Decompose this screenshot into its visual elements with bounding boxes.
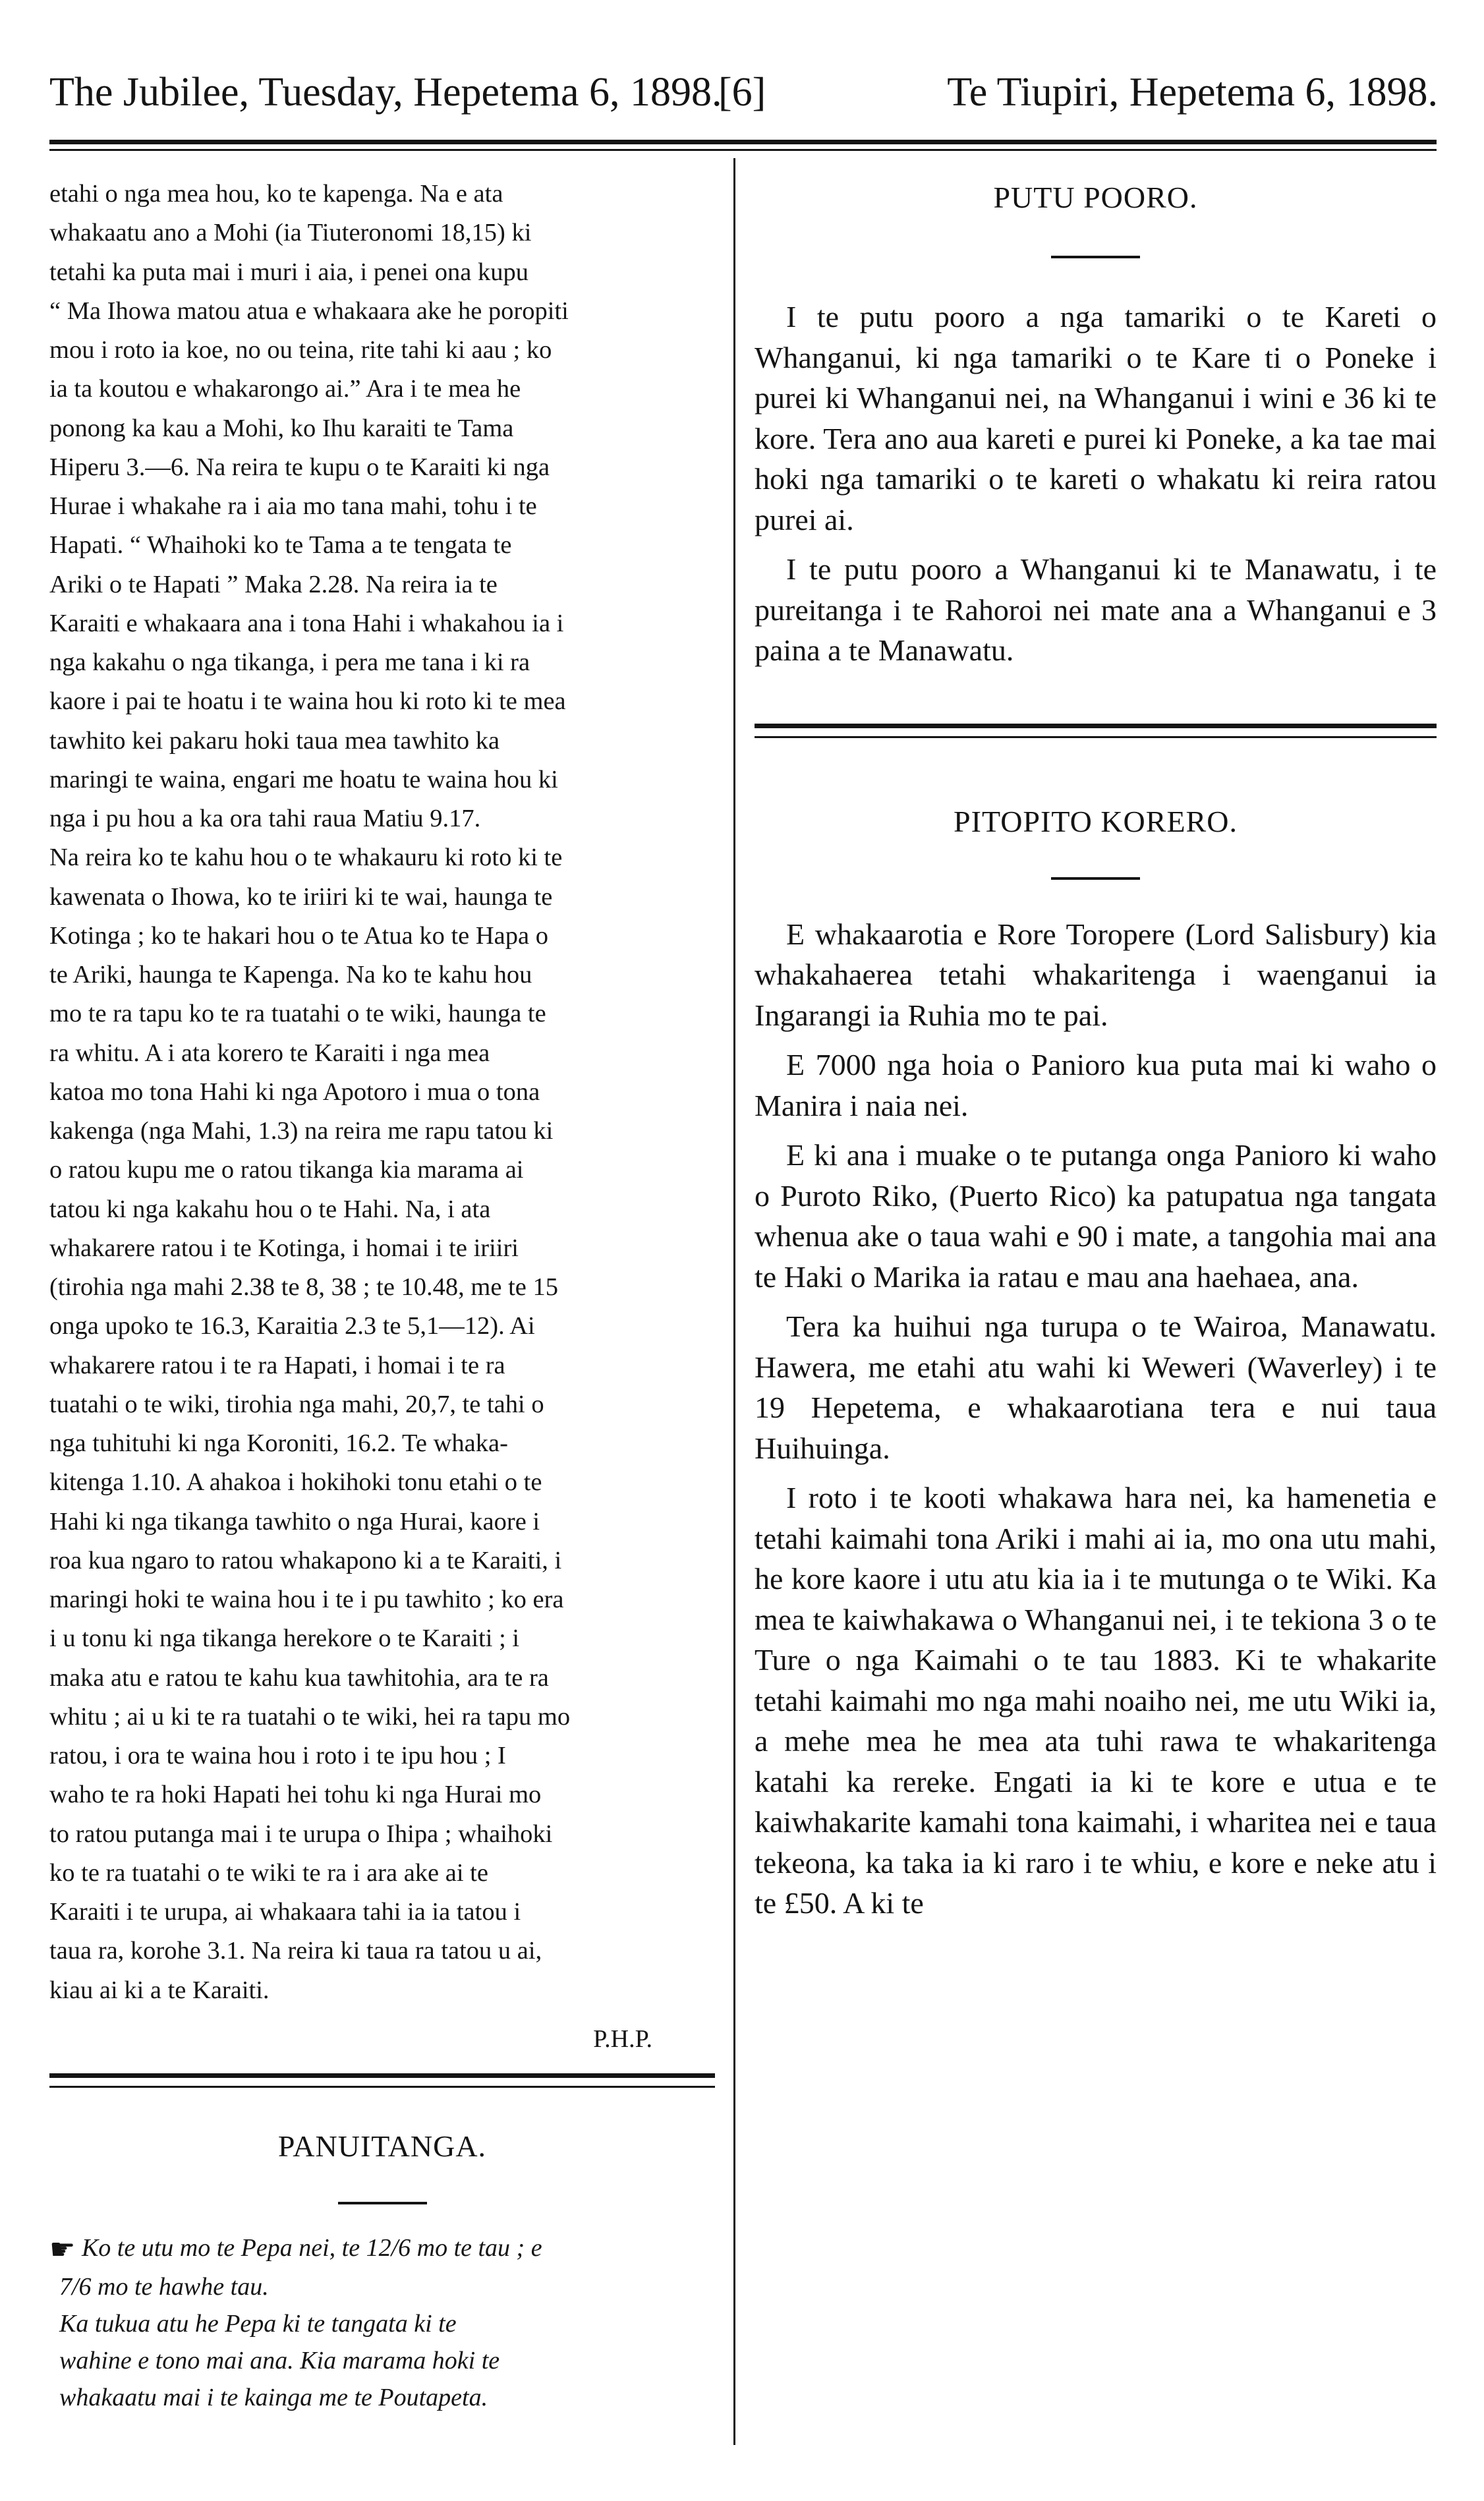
article-line: whakaatu ano a Mohi (ia Tiuteronomi 18,15) ki xyxy=(49,219,532,247)
news-paragraph: Tera ka huihui nga turupa o te Wairoa, Manawatu. Hawera, me etahi atu wahi ki Weweri (Waverley) i te 19 Hepetema, e whakaarotiana tera e nui taua Huihuinga. xyxy=(755,1309,1437,1465)
article-line: whitu ; ai u ki te ra tuatahi o te wiki, hei ra tapu mo xyxy=(49,1702,571,1731)
article-line: kitenga 1.10. A ahakoa i hokihoki tonu etahi o te xyxy=(49,1468,542,1497)
football-section-title: PUTU POORO. xyxy=(993,181,1198,214)
article-line: ratou, i ora te waina hou i roto i te ipu hou ; I xyxy=(49,1742,506,1769)
page-header xyxy=(0,0,1484,145)
pointing-hand-icon: ☛ xyxy=(49,2233,76,2266)
article-line: o ratou kupu me o ratou tikanga kia marama ai xyxy=(49,1156,524,1184)
article-line: to ratou putanga mai i te urupa o Ihipa ; whaihoki xyxy=(49,1820,553,1848)
news-paragraph: E 7000 nga hoia o Panioro kua puta mai ki waho o Manira i naia nei. xyxy=(755,1048,1437,1122)
article-line: kiau ai ki a te Karaiti. xyxy=(49,1976,270,2004)
article-line: taua ra, korohe 3.1. Na reira ki taua ra tatou u ai, xyxy=(49,1937,542,1965)
header-rule-thick xyxy=(49,140,1437,144)
article-line: kaore i pai te hoatu i te waina hou ki roto ki te mea xyxy=(49,687,566,716)
notice-line: Ka tukua atu he Pepa ki te tangata ki te xyxy=(59,2310,457,2338)
article-line: maringi hoki te waina hou i te i pu tawhito ; ko era xyxy=(49,1586,564,1613)
notice-line: 7/6 mo te hawhe tau. xyxy=(59,2273,269,2301)
article-line: nga i pu hou a ka ora tahi raua Matiu 9.17. xyxy=(49,805,481,832)
football-title-rule xyxy=(1051,256,1140,258)
article-line: Ariki o te Hapati ” Maka 2.28. Na reira ia te xyxy=(49,570,498,598)
article-line: ponong ka kau a Mohi, ko Ihu karaiti te Tama xyxy=(49,414,514,442)
article-continuation xyxy=(49,175,715,2010)
news-section-title: PITOPITO KORERO. xyxy=(954,804,1238,838)
news-title-rule xyxy=(1051,877,1140,880)
article-line: nga tuhituhi ki nga Koroniti, 16.2. Te whaka- xyxy=(49,1429,508,1457)
article-line: katoa mo tona Hahi ki nga Apotoro i mua o tona xyxy=(49,1078,540,1106)
article-line: Hurae i whakahe ra i aia mo tana mahi, tohu i te xyxy=(49,492,537,520)
article-line: tatou ki nga kakahu hou o te Hahi. Na, i ata xyxy=(49,1195,491,1223)
article-line: kawenata o Ihowa, ko te iriiri ki te wai, haunga te xyxy=(49,882,553,911)
article-line: kakenga (nga Mahi, 1.3) na reira me rapu tatou ki xyxy=(49,1117,554,1145)
article-line: i u tonu ki nga tikanga herekore o te Karaiti ; i xyxy=(49,1624,520,1653)
article-line: Karaiti e whakaara ana i tona Hahi i whakahou ia i xyxy=(49,609,564,637)
notice-title: PANUITANGA. xyxy=(277,2129,487,2163)
article-line: ia ta koutou e whakarongo ai.” Ara i te mea he xyxy=(49,375,521,403)
article-line: tetahi ka puta mai i muri i aia, i penei ona kupu xyxy=(49,258,529,286)
article-line: waho te ra hoki Hapati hei tohu ki nga Hurai mo xyxy=(49,1781,542,1809)
news-paragraph: E ki ana i muake o te putanga onga Panioro ki waho o Puroto Riko, (Puerto Rico) ka patupatua nga tangata whenua ake o taua wahi e 90 i mate, a tangohia mai ana te Haki o Marika ia ratau e mau ana haehaea, ana. xyxy=(755,1138,1437,1294)
article-line: ko te ra tuatahi o te wiki te ra i ara ake ai te xyxy=(49,1858,488,1887)
notice-line xyxy=(49,2229,715,2268)
article-line: roa kua ngaro to ratou whakapono ki a te Karaiti, i xyxy=(49,1546,562,1574)
right-column xyxy=(755,175,1437,1924)
article-line: Hapati. “ Whaihoki ko te Tama a te tengata te xyxy=(49,531,512,560)
article-line: (tirohia nga mahi 2.38 te 8, 38 ; te 10.48, me te 15 xyxy=(49,1273,558,1301)
notice-line: whakaatu mai i te kainga me te Poutapeta. xyxy=(59,2384,488,2412)
article-signature: P.H.P. xyxy=(593,2025,652,2053)
article-line: nga kakahu o nga tikanga, i pera me tana i ki ra xyxy=(49,648,530,676)
notice-text: Ko te utu mo te Pepa nei, te 12/6 mo te tau ; e xyxy=(81,2233,542,2262)
article-line: mo te ra tapu ko te ra tuatahi o te wiki, haunga te xyxy=(49,1000,546,1028)
notice-line: wahine e tono mai ana. Kia marama hoki te xyxy=(59,2347,500,2375)
news-paragraph: E whakaarotia e Rore Toropere (Lord Salisbury) kia whakahaerea tetahi whakaritenga i waenganui ia Ingarangi ia Ruhia mo te pai. xyxy=(755,917,1437,1032)
article-line: Hiperu 3.—6. Na reira te kupu o te Karaiti ki nga xyxy=(49,453,550,481)
header-english-date: The Jubilee, Tuesday, Hepetema 6, 1898. xyxy=(49,70,722,115)
article-line: tuatahi o te wiki, tirohia nga mahi, 20,7, te tahi o xyxy=(49,1390,544,1418)
article-line: whakarere ratou i te ra Hapati, i homai i te ra xyxy=(49,1351,505,1379)
article-line: te Ariki, haunga te Kapenga. Na ko te kahu hou xyxy=(49,961,532,989)
news-paragraph: I roto i te kooti whakawa hara nei, ka hamenetia e tetahi kaimahi tona Ariki i mahi ai ia, mo ona utu mahi, he kore kaore i utu atu kia ia i te mutunga o te Wiki. Ka mea te kaiwhakawa o Whanganui nei, i te tekiona 3 o te Ture o nga Kaimahi o te tau 1883. Ki te whakarite tetahi kaimahi mo nga mahi noaiho nei, me utu Wiki ia, a mehe mea he mea ata tuhi rawa te whakaritenga katahi ka rereke. Engati ia ki te kore e utua e te kaiwhakarite kamahi tona kaimahi, i wharitea nei e taua tekeona, ka taka ia ki raro i te whiu, e kore e neke atu i te £50. A ki te xyxy=(755,1481,1437,1920)
header-maori-date: Te Tiupiri, Hepetema 6, 1898. xyxy=(947,70,1438,115)
article-line: Hahi ki nga tikanga tawhito o nga Hurai, kaore i xyxy=(49,1507,540,1536)
article-line: Na reira ko te kahu hou o te whakauru ki roto ki te xyxy=(49,844,563,872)
news-paragraph: I te putu pooro a nga tamariki o te Kareti o Whanganui, ki nga tamariki o te Kare ti o Poneke i purei ki Whanganui nei, na Whanganui i wini e 36 ki te kore. Tera ano aua kareti e purei ki Poneke, a ka tae mai hoki nga tamariki o te kareti o whakatu ki reira ratou purei ai. xyxy=(755,300,1437,536)
article-line: maringi te waina, engari me hoatu te waina hou ki xyxy=(49,765,558,793)
left-column xyxy=(49,175,715,2416)
football-section-body xyxy=(755,297,1437,671)
article-line: onga upoko te 16.3, Karaitia 2.3 te 5,1—12). Ai xyxy=(49,1312,535,1340)
header-rule-thin xyxy=(49,149,1437,151)
article-line: maka atu e ratou te kahu kua tawhitohia, ara te ra xyxy=(49,1663,549,1692)
article-line: tawhito kei pakaru hoki taua mea tawhito ka xyxy=(49,726,500,755)
article-line: Karaiti i te urupa, ai whakaara tahi ia ia tatou i xyxy=(49,1898,521,1926)
column-divider xyxy=(733,158,735,2445)
article-line: whakarere ratou i te Kotinga, i homai i te iriiri xyxy=(49,1234,519,1262)
section-double-rule xyxy=(755,724,1437,738)
article-line: mou i roto ia koe, no ou teina, rite tahi ki aau ; ko xyxy=(49,336,552,364)
notice-title-rule xyxy=(338,2202,427,2204)
article-line: Kotinga ; ko te hakari hou o te Atua ko te Hapa o xyxy=(49,921,548,950)
article-line: ra whitu. A i ata korero te Karaiti i nga mea xyxy=(49,1039,490,1067)
subscription-notice xyxy=(49,2229,715,2416)
page-number: [6] xyxy=(718,70,766,115)
article-line: “ Ma Ihowa matou atua e whakaara ake he poropiti xyxy=(49,297,569,325)
news-paragraph: I te putu pooro a Whanganui ki te Manawatu, i te pureitanga i te Rahoroi nei mate ana a Whanganui e 3 paina a te Manawatu. xyxy=(755,552,1437,667)
article-line: etahi o nga mea hou, ko te kapenga. Na e ata xyxy=(49,180,503,208)
section-double-rule xyxy=(49,2073,715,2088)
news-section-body xyxy=(755,914,1437,1924)
